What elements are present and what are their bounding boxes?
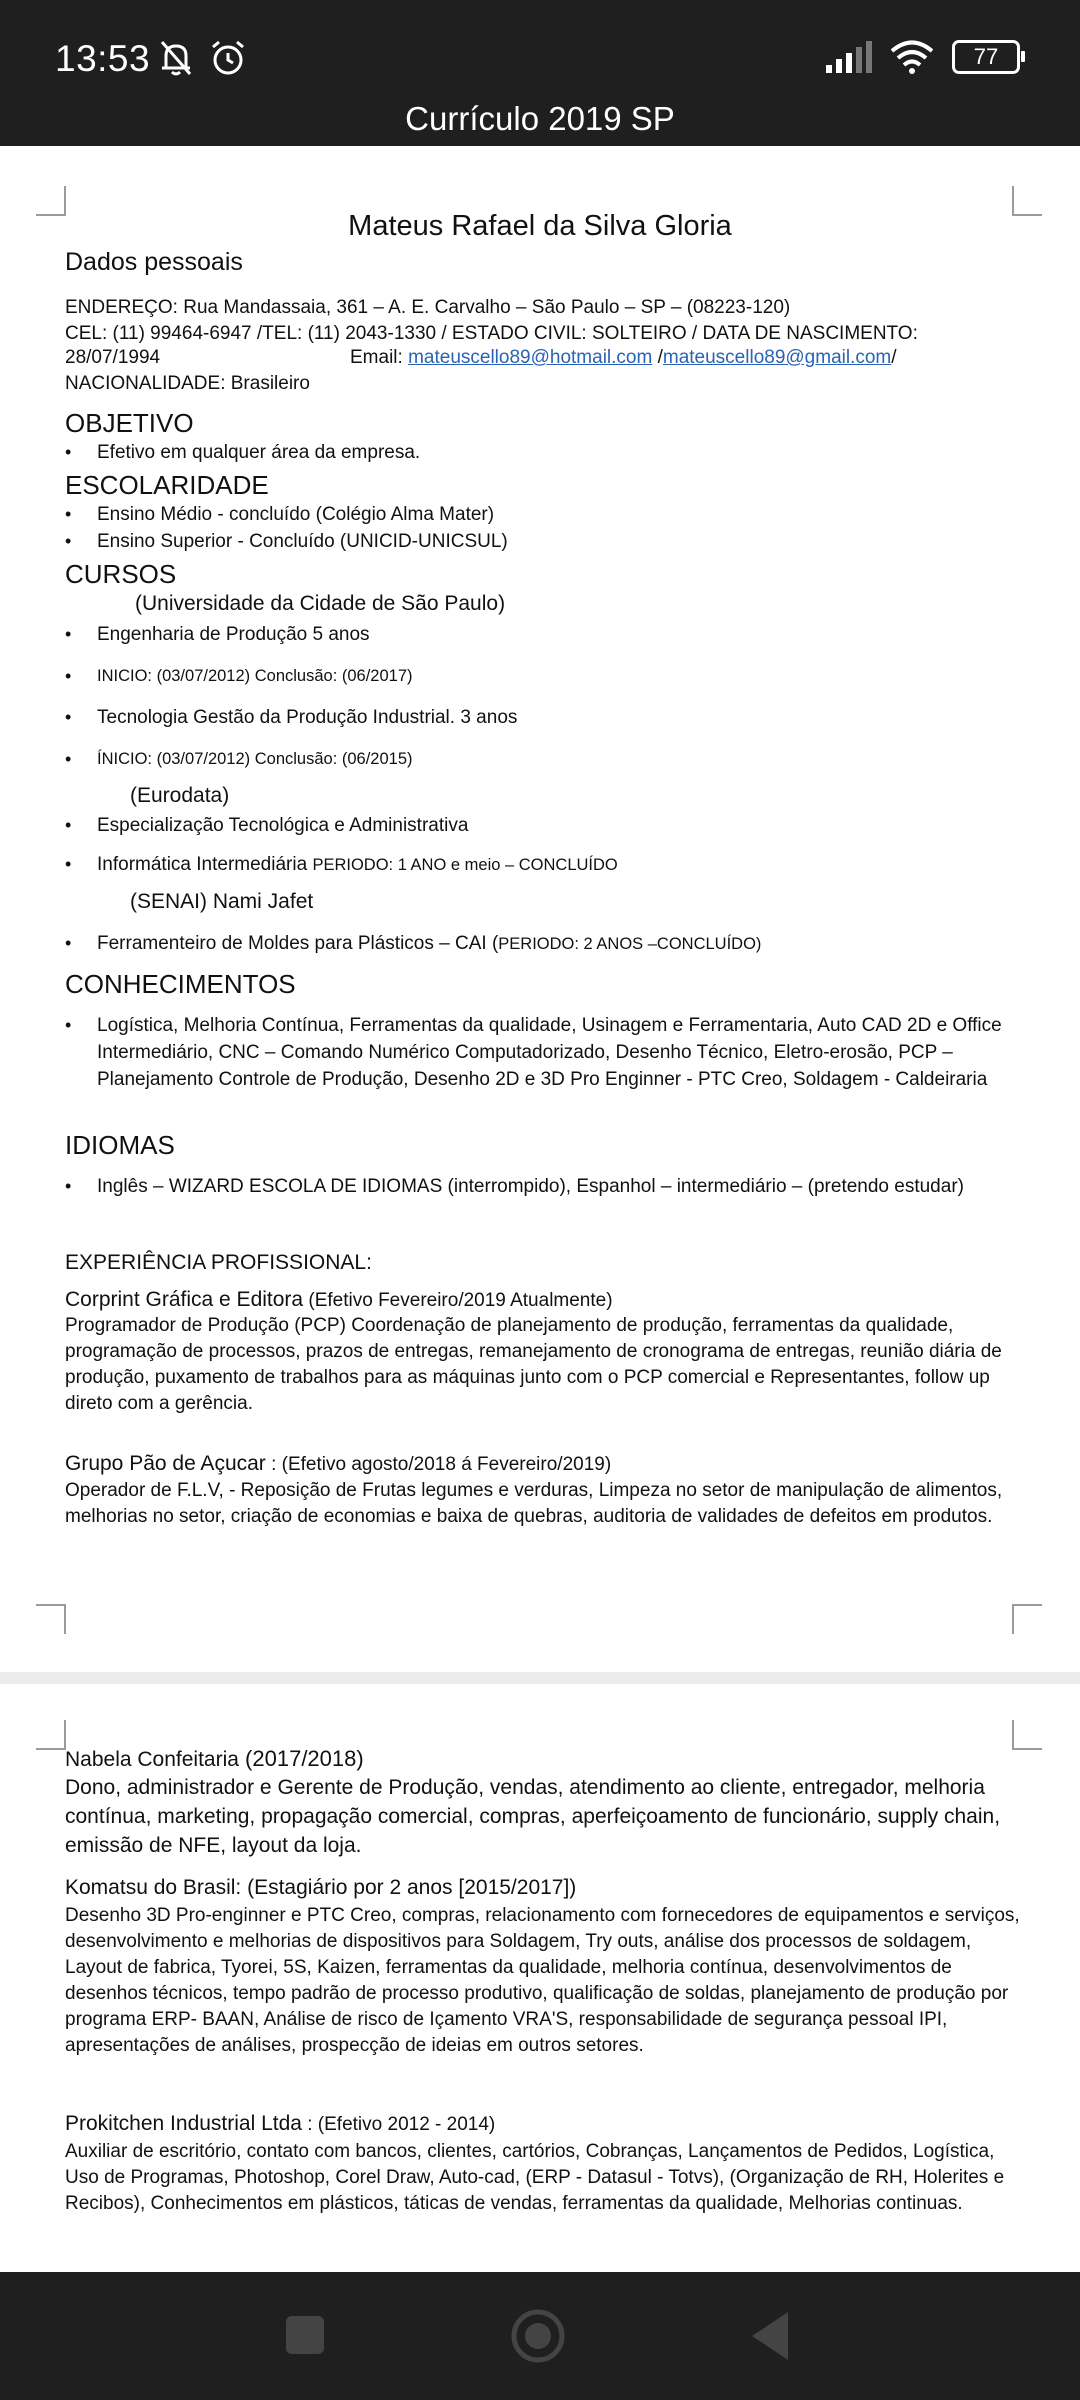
birth-date: 28/07/1994 bbox=[65, 347, 161, 368]
job-description: Dono, administrador e Gerente de Produção, vendas, atendimento ao cliente, entregador, melhoria contínua, marketing, propagação comercial, compras, aperfeiçoamento de funcionário, supply chain, emissão de NFE, layout da loja. bbox=[65, 1776, 1001, 1857]
list-item bbox=[97, 851, 997, 879]
email-label: Email: bbox=[350, 347, 403, 368]
list-item: • Ensino Superior - Concluído (UNICID-UNICSUL) bbox=[97, 528, 997, 555]
job-company: Corprint Gráfica e Editora bbox=[65, 1288, 304, 1311]
course-school-senai: (SENAI) Nami Jafet bbox=[130, 890, 314, 913]
job-description: Desenho 3D Pro-enginner e PTC Creo, compras, relacionamento com fornecedores de equipamentos e serviços, desenvolvimento e melhorias de dispositivos para Soldagem, Try outs, análise dos processos de soldagem, Layout de fabrica, Tyorei, 5S, Kaizen, ferramentas da qualidade, melhoria contínua, desenvolvimentos de desenhos técnicos, tempo padrão de processo produtivo, qualificação de soldas, planejamento de produção por programa ERP- BAAN, Análise de risco de Içamento VRA'S, responsabilidade de segurança pessoal IPI, apresentações de análises, prospecção de ideias em outros setores. bbox=[65, 1905, 1020, 2056]
alarm-icon bbox=[208, 38, 248, 78]
job-entry bbox=[65, 1287, 1025, 1314]
course-4-period: PERIODO: 1 ANO e meio – CONCLUÍDO bbox=[312, 856, 618, 874]
course-school-unicid: (Universidade da Cidade de São Paulo) bbox=[135, 592, 506, 615]
page-corner-mark bbox=[36, 1720, 66, 1750]
nav-home-icon[interactable] bbox=[510, 2308, 566, 2364]
list-item: • Engenharia de Produção 5 anos bbox=[97, 621, 997, 648]
email-link-gmail[interactable]: mateuscello89@gmail.com bbox=[662, 347, 892, 368]
status-icons-right bbox=[824, 40, 1020, 74]
page-corner-mark bbox=[1012, 1604, 1042, 1634]
knowledge-heading: CONHECIMENTOS bbox=[65, 969, 296, 999]
job-entry bbox=[65, 1875, 1025, 1902]
list-item: • Tecnologia Gestão da Produção Industrial. 3 anos bbox=[97, 704, 997, 731]
languages-heading: IDIOMAS bbox=[65, 1130, 175, 1160]
resume-name: Mateus Rafael da Silva Gloria bbox=[348, 210, 732, 242]
status-icons-left bbox=[158, 38, 248, 78]
list-item: • INICIO: (03/07/2012) Conclusão: (06/2017) bbox=[97, 663, 997, 690]
list-item bbox=[97, 930, 997, 958]
job-period: (Efetivo Fevereiro/2019 Atualmente) bbox=[303, 1290, 613, 1311]
courses-heading: CURSOS bbox=[65, 559, 177, 589]
course-5-period: PERIODO: 2 ANOS –CONCLUÍDO) bbox=[498, 935, 762, 953]
signal-icon bbox=[824, 41, 872, 73]
course-5-label: Ferramenteiro de Moldes para Plásticos – CAI ( bbox=[97, 933, 499, 954]
job-description: Operador de F.L.V, - Reposição de Frutas legumes e verduras, Limpeza no setor de manipulação de alimentos, melhorias no setor, criação de economias e baixa de quebras, auditoria de validades de defeitos em produtos. bbox=[65, 1480, 1003, 1527]
job-entry bbox=[65, 2111, 1025, 2138]
navigation-bar bbox=[0, 2272, 1080, 2400]
top-bar bbox=[0, 0, 1080, 146]
course-school-eurodata: (Eurodata) bbox=[130, 784, 230, 807]
address-line: ENDEREÇO: Rua Mandassaia, 361 – A. E. Carvalho – São Paulo – SP – (08223-120) bbox=[65, 297, 791, 318]
job-period: : (Estagiário por 2 anos [2015/2017]) bbox=[235, 1876, 577, 1899]
job-company: Nabela Confeitaria bbox=[65, 1748, 239, 1771]
page-corner-mark bbox=[36, 1604, 66, 1634]
objective-heading: OBJETIVO bbox=[65, 408, 194, 438]
email-end: / bbox=[891, 347, 897, 368]
email-link-hotmail[interactable]: mateuscello89@hotmail.com bbox=[408, 347, 653, 368]
list-item: • Efetivo em qualquer área da empresa. bbox=[97, 439, 997, 466]
job-period: (2017/2018) bbox=[238, 1746, 364, 1771]
job-period: : (Efetivo agosto/2018 á Fevereiro/2019) bbox=[265, 1454, 612, 1475]
email-separator: / bbox=[657, 347, 663, 368]
email-group bbox=[350, 345, 897, 371]
list-item: • Inglês – WIZARD ESCOLA DE IDIOMAS (interrompido), Espanhol – intermediário – (pretendo estudar) bbox=[97, 1173, 977, 1200]
nav-recent-icon[interactable] bbox=[286, 2316, 324, 2354]
job-description: Auxiliar de escritório, contato com bancos, clientes, cartórios, Cobranças, Lançamentos de Pedidos, Logística, Uso de Programas, Photoshop, Corel Draw, Auto-cad, (ERP - Datasul - Totvs), (Organização de RH, Holerites e Recibos), Conhecimentos em plásticos, táticas de vendas, ferramentas da qualidade, Melhorias continuas. bbox=[65, 2141, 1005, 2214]
experience-heading: EXPERIÊNCIA PROFISSIONAL: bbox=[65, 1251, 372, 1274]
battery-icon bbox=[952, 40, 1020, 74]
list-item: • Especialização Tecnológica e Administrativa bbox=[97, 812, 997, 839]
status-time: 13:53 bbox=[55, 38, 151, 79]
job-period: : (Efetivo 2012 - 2014) bbox=[301, 2114, 496, 2135]
battery-level: 77 bbox=[973, 44, 999, 69]
bell-off-icon bbox=[158, 38, 194, 78]
job-company: Grupo Pão de Açucar bbox=[65, 1452, 266, 1475]
course-4-label: Informática Intermediária bbox=[97, 854, 308, 875]
job-company: Prokitchen Industrial Ltda bbox=[65, 2112, 302, 2135]
education-heading: ESCOLARIDADE bbox=[65, 470, 269, 500]
birth-email-line bbox=[65, 345, 1025, 371]
document-page-1[interactable] bbox=[0, 146, 1080, 1672]
nationality-line: NACIONALIDADE: Brasileiro bbox=[65, 373, 310, 394]
list-item: • Ensino Médio - concluído (Colégio Alma Mater) bbox=[97, 501, 997, 528]
personal-heading: Dados pessoais bbox=[65, 248, 243, 276]
job-entry bbox=[65, 1746, 1025, 1773]
wifi-icon bbox=[890, 40, 934, 74]
nav-back-icon[interactable] bbox=[752, 2312, 788, 2360]
list-item: • ÍNICIO: (03/07/2012) Conclusão: (06/2015) bbox=[97, 746, 997, 773]
job-description: Programador de Produção (PCP) Coordenação de planejamento de produção, ferramentas da qualidade, programação de processos, prazos de entregas, remanejamento de cronograma de entregas, reunião diária de produção, puxamento de trabalhos para as máquinas junto com o PCP comercial e Representantes, follow up direto com a gerência. bbox=[65, 1315, 1002, 1414]
phones-line: CEL: (11) 99464-6947 /TEL: (11) 2043-1330 / ESTADO CIVIL: SOLTEIRO / DATA DE NASCIMENTO: bbox=[65, 323, 918, 344]
document-page-2[interactable] bbox=[0, 1684, 1080, 2272]
job-entry bbox=[65, 1451, 1025, 1478]
job-company: Komatsu do Brasil bbox=[65, 1876, 236, 1899]
list-item: • Logística, Melhoria Contínua, Ferramentas da qualidade, Usinagem e Ferramentaria, Auto CAD 2D e Office Intermediário, CNC – Comando Numérico Computadorizado, Desenho Técnico, Eletro-erosão, PCP – Planejamento Controle de Produção, Desenho 2D e 3D Pro Enginner - PTC Creo, Soldagem - Caldeiraria bbox=[97, 1012, 1017, 1093]
document-title: Currículo 2019 SP bbox=[405, 100, 675, 137]
